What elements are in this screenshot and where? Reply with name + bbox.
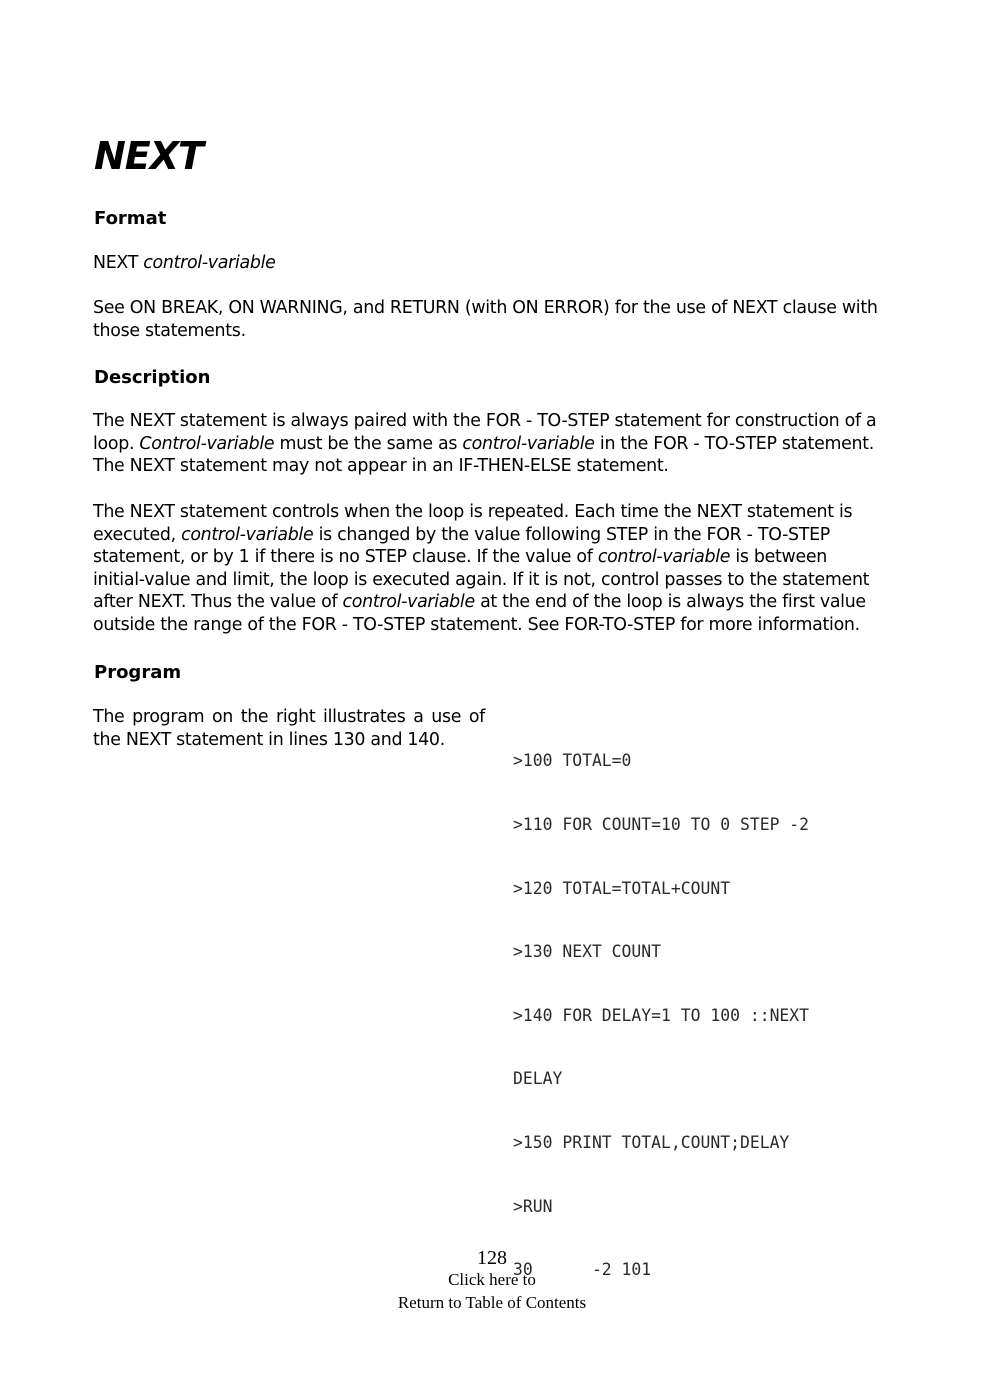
emphasis: control-variable	[181, 524, 314, 545]
code-line: >110 FOR COUNT=10 TO 0 STEP -2	[513, 815, 810, 834]
toc-link-line-2[interactable]: Return to Table of Contents	[397, 1293, 587, 1312]
code-line: 30 -2 101	[513, 1260, 652, 1280]
text-run: must be the same as	[279, 433, 458, 454]
emphasis: Control-variable	[139, 433, 275, 454]
description-heading: Description	[94, 367, 211, 388]
syntax-keyword: NEXT	[93, 253, 139, 273]
format-syntax	[93, 252, 883, 275]
text-run: at the end of the loop is always the first value outside the range of the FOR - TO-STEP statement. See FOR-TO-STEP for more information.	[93, 592, 866, 635]
description-paragraph-2	[93, 501, 883, 637]
code-line: >RUN	[513, 1196, 553, 1216]
code-line: >150 PRINT TOTAL,COUNT;DELAY	[513, 1132, 790, 1152]
text-run: is between initial-value and limit, the loop is executed again. If it is not, control passes to the statement after NEXT. Thus the value of	[93, 547, 870, 613]
code-listing	[513, 708, 809, 1323]
code-line: DELAY	[513, 1069, 563, 1089]
toc-link-line-1[interactable]: Click here to	[448, 1270, 536, 1289]
code-line: >100 TOTAL=0	[513, 751, 632, 771]
emphasis: control-variable	[342, 592, 475, 613]
text-run: The NEXT statement is always paired with the FOR - TO-STEP statement for construction of a loop.	[93, 411, 877, 454]
text-run: in the FOR - TO-STEP statement. The NEXT statement may not appear in an IF-THEN-ELSE statement.	[93, 433, 874, 477]
page-number: 128	[477, 1247, 507, 1269]
code-line: >130 NEXT COUNT	[513, 942, 662, 962]
syntax-param: control-variable	[143, 253, 276, 273]
emphasis: control-variable	[597, 547, 731, 568]
code-line: >140 FOR DELAY=1 TO 100 ::NEXT	[513, 1005, 810, 1025]
program-heading: Program	[94, 662, 182, 683]
code-line: >120 TOTAL=TOTAL+COUNT	[513, 878, 731, 898]
emphasis: control-variable	[462, 433, 595, 454]
page-title: NEXT	[94, 134, 203, 178]
text-run: is changed by the value following STEP in the FOR - TO-STEP statement, or by 1 if there is no STEP clause. If the value of	[93, 524, 830, 568]
text-run: The NEXT statement controls when the loop is repeated. Each time the NEXT statement is executed,	[93, 502, 853, 545]
format-heading: Format	[94, 208, 167, 229]
format-note: See ON BREAK, ON WARNING, and RETURN (with ON ERROR) for the use of NEXT clause with those statements.	[93, 298, 878, 341]
program-description: The program on the right illustrates a use of the NEXT statement in lines 130 and 140.	[93, 707, 485, 750]
description-paragraph-1	[93, 410, 883, 478]
